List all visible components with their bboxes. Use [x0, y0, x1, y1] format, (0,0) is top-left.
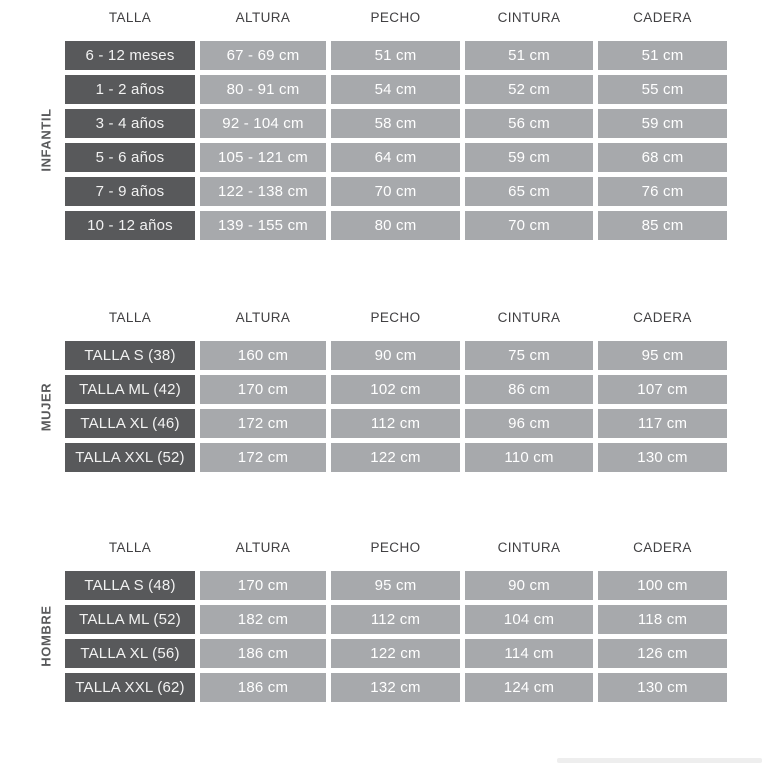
value-cell: 51 cm [465, 41, 593, 70]
faint-watermark [557, 758, 762, 763]
row-label-cell: TALLA XL (46) [65, 409, 195, 438]
table-header-row [65, 538, 727, 558]
value-cell: 54 cm [331, 75, 460, 104]
column-header-cadera: CADERA [633, 310, 692, 325]
row-label-cell: TALLA S (38) [65, 341, 195, 370]
column-header-talla: TALLA [108, 540, 152, 555]
value-cell: 118 cm [598, 605, 727, 634]
value-cell: 59 cm [465, 143, 593, 172]
column-header-cintura: CINTURA [497, 10, 561, 25]
row-label-cell: TALLA ML (42) [65, 375, 195, 404]
value-cell: 132 cm [331, 673, 460, 702]
value-cell: 64 cm [331, 143, 460, 172]
table-header-row [65, 8, 727, 28]
value-cell: 114 cm [465, 639, 593, 668]
value-cell: 96 cm [465, 409, 593, 438]
value-cell: 70 cm [331, 177, 460, 206]
value-cell: 172 cm [200, 443, 326, 472]
value-cell: 51 cm [331, 41, 460, 70]
value-cell: 80 - 91 cm [200, 75, 326, 104]
value-cell: 95 cm [331, 571, 460, 600]
value-cell: 124 cm [465, 673, 593, 702]
value-cell: 112 cm [331, 605, 460, 634]
size-table-infantil [65, 8, 727, 240]
value-cell: 51 cm [598, 41, 727, 70]
size-table-hombre [65, 538, 727, 702]
value-cell: 68 cm [598, 143, 727, 172]
value-cell: 59 cm [598, 109, 727, 138]
value-cell: 160 cm [200, 341, 326, 370]
value-cell: 90 cm [331, 341, 460, 370]
value-cell: 86 cm [465, 375, 593, 404]
column-header-pecho: PECHO [370, 10, 421, 25]
value-cell: 75 cm [465, 341, 593, 370]
value-cell: 139 - 155 cm [200, 211, 326, 240]
value-cell: 170 cm [200, 571, 326, 600]
value-cell: 112 cm [331, 409, 460, 438]
row-label-cell: TALLA ML (52) [65, 605, 195, 634]
column-header-cintura: CINTURA [497, 310, 561, 325]
value-cell: 102 cm [331, 375, 460, 404]
column-header-cadera: CADERA [633, 10, 692, 25]
value-cell: 100 cm [598, 571, 727, 600]
value-cell: 130 cm [598, 443, 727, 472]
table-body [65, 341, 727, 472]
column-header-pecho: PECHO [370, 540, 421, 555]
column-header-pecho: PECHO [370, 310, 421, 325]
value-cell: 186 cm [200, 673, 326, 702]
table-body [65, 571, 727, 702]
row-label-cell: TALLA XXL (52) [65, 443, 195, 472]
value-cell: 80 cm [331, 211, 460, 240]
column-header-altura: ALTURA [235, 540, 291, 555]
value-cell: 182 cm [200, 605, 326, 634]
value-cell: 117 cm [598, 409, 727, 438]
column-header-cadera: CADERA [633, 540, 692, 555]
value-cell: 122 cm [331, 639, 460, 668]
value-cell: 92 - 104 cm [200, 109, 326, 138]
value-cell: 110 cm [465, 443, 593, 472]
value-cell: 55 cm [598, 75, 727, 104]
value-cell: 90 cm [465, 571, 593, 600]
value-cell: 122 cm [331, 443, 460, 472]
column-header-altura: ALTURA [235, 310, 291, 325]
value-cell: 56 cm [465, 109, 593, 138]
value-cell: 85 cm [598, 211, 727, 240]
group-label-mujer: MUJER [38, 382, 54, 432]
row-label-cell: TALLA S (48) [65, 571, 195, 600]
value-cell: 65 cm [465, 177, 593, 206]
column-header-altura: ALTURA [235, 10, 291, 25]
row-label-cell: 3 - 4 años [65, 109, 195, 138]
row-label-cell: 7 - 9 años [65, 177, 195, 206]
row-label-cell: 5 - 6 años [65, 143, 195, 172]
column-header-talla: TALLA [108, 10, 152, 25]
value-cell: 95 cm [598, 341, 727, 370]
value-cell: 52 cm [465, 75, 593, 104]
row-label-cell: TALLA XXL (62) [65, 673, 195, 702]
column-header-cintura: CINTURA [497, 540, 561, 555]
value-cell: 170 cm [200, 375, 326, 404]
table-body [65, 41, 727, 240]
value-cell: 105 - 121 cm [200, 143, 326, 172]
value-cell: 58 cm [331, 109, 460, 138]
value-cell: 122 - 138 cm [200, 177, 326, 206]
size-table-mujer [65, 308, 727, 472]
value-cell: 70 cm [465, 211, 593, 240]
value-cell: 126 cm [598, 639, 727, 668]
value-cell: 76 cm [598, 177, 727, 206]
row-label-cell: TALLA XL (56) [65, 639, 195, 668]
row-label-cell: 1 - 2 años [65, 75, 195, 104]
row-label-cell: 6 - 12 meses [65, 41, 195, 70]
value-cell: 172 cm [200, 409, 326, 438]
value-cell: 130 cm [598, 673, 727, 702]
column-header-talla: TALLA [108, 310, 152, 325]
group-label-infantil: INFANTIL [38, 108, 54, 172]
value-cell: 67 - 69 cm [200, 41, 326, 70]
value-cell: 104 cm [465, 605, 593, 634]
value-cell: 107 cm [598, 375, 727, 404]
row-label-cell: 10 - 12 años [65, 211, 195, 240]
table-header-row [65, 308, 727, 328]
group-label-hombre: HOMBRE [38, 605, 54, 667]
value-cell: 186 cm [200, 639, 326, 668]
